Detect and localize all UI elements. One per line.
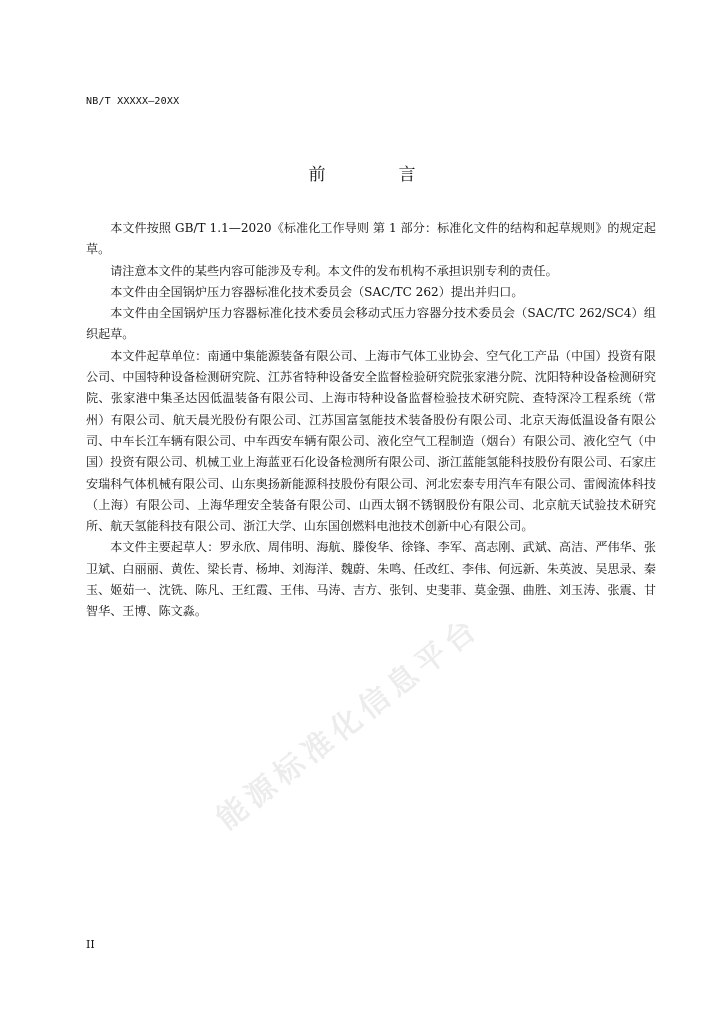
- paragraph-proposer: 本文件由全国锅炉压力容器标准化技术委员会（SAC/TC 262）提出并归口。: [110, 284, 524, 299]
- page-number: II: [86, 938, 95, 951]
- paragraph-patent-notice: 请注意本文件的某些内容可能涉及专利。本文件的发布机构不承担识别专利的责任。: [110, 263, 558, 278]
- watermark: 能源标准化信息平台: [210, 609, 488, 838]
- paragraph-drafters: 本文件主要起草人：罗永欣、周伟明、海航、滕俊华、徐锋、李军、高志刚、武斌、高洁、严伟华、张卫斌、白丽丽、黄佐、梁长青、杨坤、刘海洋、魏蔚、朱鸣、任改红、李伟、何远新、朱英波、吴思录、秦玉、姬茹一、沈铣、陈凡、王红霞、王伟、马涛、吉方、张钊、史斐菲、莫金强、曲胜、刘玉涛、张震、甘智华、王博、陈文淼。: [86, 540, 656, 619]
- document-code: NB/T XXXXX—20XX: [86, 96, 180, 107]
- paragraph-organizer: 本文件由全国锅炉压力容器标准化技术委员会移动式压力容器分技术委员会（SAC/TC 262/SC4）组织起草。: [86, 306, 656, 342]
- paragraph-drafting-rules: 本文件按照 GB/T 1.1—2020《标准化工作导则 第 1 部分：标准化文件的结构和起草规则》的规定起草。: [86, 221, 656, 257]
- foreword-body: [86, 218, 656, 623]
- paragraph-drafting-units: 本文件起草单位：南通中集能源装备有限公司、上海市气体工业协会、空气化工产品（中国）投资有限公司、中国特种设备检测研究院、江苏省特种设备安全监督检验研究院张家港分院、沈阳特种设备检测研究院、张家港中集圣达因低温装备有限公司、上海市特种设备监督检验技术研究院、查特深冷工程系统（常州）有限公司、航天晨光股份有限公司、江苏国富氢能技术装备股份有限公司、北京天海低温设备有限公司、中车长江车辆有限公司、中车西安车辆有限公司、液化空气工程制造（烟台）有限公司、液化空气（中国）投资有限公司、机械工业上海蓝亚石化设备检测所有限公司、浙江蓝能氢能科技股份有限公司、石家庄安瑞科气体机械有限公司、山东奥扬新能源科技股份有限公司、河北宏泰专用汽车有限公司、雷阀流体科技（上海）有限公司、上海华理安全装备有限公司、山西太钢不锈钢股份有限公司、北京航天试验技术研究所、航天氢能科技有限公司、浙江大学、山东国创燃料电池技术创新中心有限公司。: [86, 348, 656, 534]
- page-title: 前 言: [308, 165, 444, 185]
